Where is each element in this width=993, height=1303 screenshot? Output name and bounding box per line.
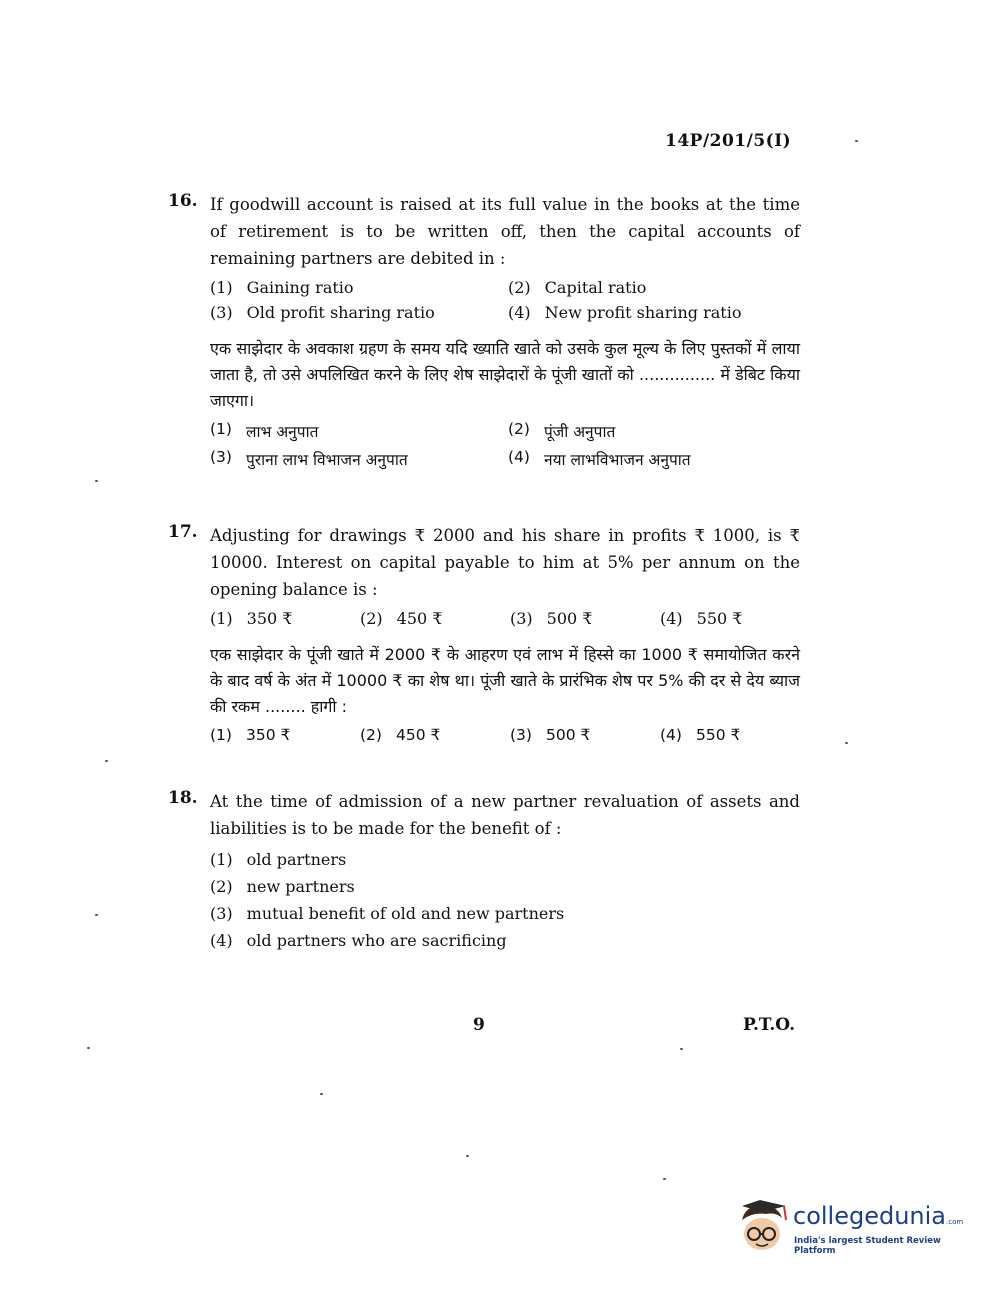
option-text: 450 ₹ xyxy=(395,726,441,744)
option-number: (3) xyxy=(510,726,532,744)
scan-speck xyxy=(95,914,98,916)
question-number: 17. xyxy=(168,522,198,542)
option-text: 550 ₹ xyxy=(696,609,743,628)
option-number: (3) xyxy=(210,904,233,923)
option-number: (3) xyxy=(510,609,533,628)
option-text: Old profit sharing ratio xyxy=(246,303,435,322)
option-text: लाभ अनुपात xyxy=(245,423,319,441)
option-number: (2) xyxy=(210,877,233,896)
option xyxy=(210,303,508,322)
brand-tagline: India's largest Student Review Platform xyxy=(794,1236,941,1256)
option xyxy=(210,609,360,628)
scan-speck xyxy=(105,760,108,762)
options-english xyxy=(210,850,800,950)
page-number: 9 xyxy=(473,1015,485,1035)
option-number: (4) xyxy=(508,448,530,466)
scan-speck xyxy=(95,480,98,482)
option-text: 500 ₹ xyxy=(546,609,593,628)
brand-text: collegedunia xyxy=(793,1202,947,1230)
option-text: 350 ₹ xyxy=(245,726,291,744)
option-number: (3) xyxy=(210,448,232,466)
option-number: (1) xyxy=(210,609,233,628)
brand-tld: .com xyxy=(946,1218,964,1226)
option-number: (2) xyxy=(508,278,531,297)
option-number: (1) xyxy=(210,420,232,438)
option-number: (1) xyxy=(210,278,233,297)
scan-speck xyxy=(320,1093,323,1095)
option xyxy=(508,420,806,442)
option-number: (2) xyxy=(360,609,383,628)
option xyxy=(210,931,800,950)
option xyxy=(210,904,800,923)
option-text: Capital ratio xyxy=(544,278,647,297)
question-text-hindi: एक साझेदार के पूंजी खाते में 2000 ₹ के आहरण एवं लाभ में हिस्से का 1000 ₹ समायोजित करने के बाद वर्ष के अंत में 10000 ₹ का शेष था। पूंजी खाते के प्रारंभिक शेष पर 5% की दर से देय ब्याज की रकम ........ हागी : xyxy=(210,645,800,716)
brand-name xyxy=(793,1202,963,1230)
option-number: (3) xyxy=(210,303,233,322)
option-number: (4) xyxy=(210,931,233,950)
question-number: 18. xyxy=(168,788,198,808)
option-text: पुराना लाभ विभाजन अनुपात xyxy=(245,451,408,469)
option xyxy=(510,726,660,744)
option xyxy=(508,303,806,322)
option xyxy=(508,278,806,297)
option-text: New profit sharing ratio xyxy=(544,303,742,322)
option-text: old partners who are sacrificing xyxy=(246,931,507,950)
option xyxy=(210,278,508,297)
question-text-hindi: एक साझेदार के अवकाश ग्रहण के समय यदि ख्याति खाते को उसके कुल मूल्य के लिए पुस्तकों में लाया जाता है, तो उसे अपलिखित करने के लिए शेष साझेदारों के पूंजी खातों को ............... में डेबिट किया जाएगा। xyxy=(210,339,800,410)
collegedunia-logo xyxy=(736,1196,966,1256)
option xyxy=(210,448,508,470)
pto-label: P.T.O. xyxy=(743,1015,795,1035)
question-text-english: At the time of admission of a new partner revaluation of assets and liabilities is to be made for the benefit of : xyxy=(210,792,800,838)
mascot-icon xyxy=(736,1196,792,1256)
scan-speck xyxy=(663,1178,666,1180)
option-text: Gaining ratio xyxy=(246,278,354,297)
option xyxy=(210,850,800,869)
option xyxy=(660,726,810,744)
paper-code: 14P/201/5(I) xyxy=(665,131,792,151)
option-number: (4) xyxy=(660,609,683,628)
option-number: (1) xyxy=(210,850,233,869)
option-number: (1) xyxy=(210,726,232,744)
option-text: पूंजी अनुपात xyxy=(543,423,616,441)
option-number: (2) xyxy=(508,420,530,438)
option xyxy=(660,609,810,628)
option xyxy=(210,726,360,744)
option xyxy=(210,420,508,442)
options-hindi xyxy=(210,726,800,744)
option-number: (2) xyxy=(360,726,382,744)
option-text: old partners xyxy=(246,850,347,869)
scan-speck xyxy=(466,1155,469,1157)
option xyxy=(210,877,800,896)
option-text: mutual benefit of old and new partners xyxy=(246,904,565,923)
options-english xyxy=(210,609,800,628)
scan-speck xyxy=(855,140,858,142)
option xyxy=(360,609,510,628)
option-text: 550 ₹ xyxy=(695,726,741,744)
option xyxy=(508,448,806,470)
option xyxy=(360,726,510,744)
question-text-english: If goodwill account is raised at its full value in the books at the time of retirement is to be written off, then the capital accounts of remaining partners are debited in : xyxy=(210,195,800,268)
option xyxy=(510,609,660,628)
options-english xyxy=(210,278,800,322)
scan-speck xyxy=(680,1048,683,1050)
question-text-english: Adjusting for drawings ₹ 2000 and his share in profits ₹ 1000, is ₹ 10000. Interest on capital payable to him at 5% per annum on the opening balance is : xyxy=(210,526,800,599)
scan-speck xyxy=(87,1047,90,1049)
option-number: (4) xyxy=(660,726,682,744)
question-18 xyxy=(168,788,800,958)
option-text: नया लाभविभाजन अनुपात xyxy=(543,451,691,469)
question-17 xyxy=(168,522,800,744)
option-text: 450 ₹ xyxy=(396,609,443,628)
options-hindi xyxy=(210,420,800,470)
option-text: 500 ₹ xyxy=(545,726,591,744)
scan-speck xyxy=(845,742,848,744)
option-number: (4) xyxy=(508,303,531,322)
question-16 xyxy=(168,191,800,470)
question-number: 16. xyxy=(168,191,198,211)
option-text: 350 ₹ xyxy=(246,609,293,628)
option-text: new partners xyxy=(246,877,355,896)
